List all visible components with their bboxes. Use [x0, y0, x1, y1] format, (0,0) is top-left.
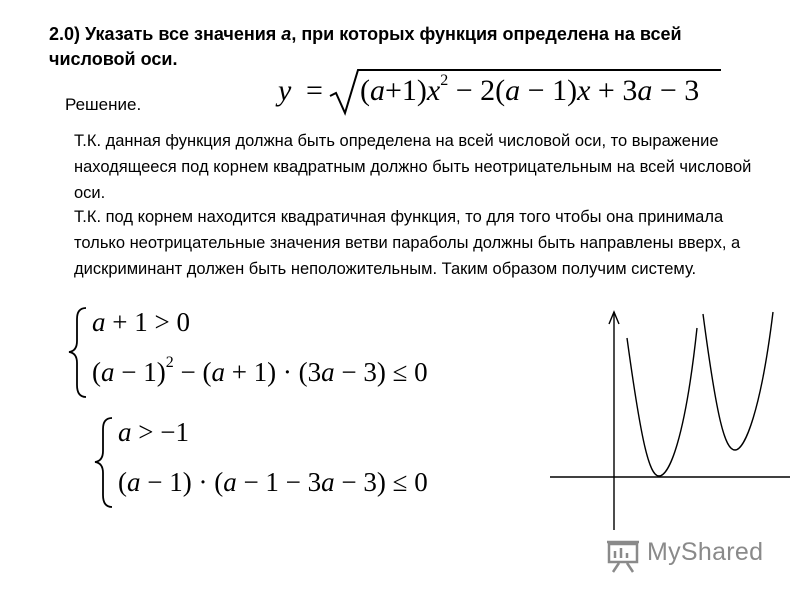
explanation-paragraph-2: Т.К. под корнем находится квадратичная функция, то для того чтобы она принимала только неотрицательные значения ветви параболы должны быть направлены вверх, а дискриминант должен быть неположительным. Таким образом получим систему. [74, 208, 741, 278]
system2-line2: (a − 1) · (a − 1 − 3a − 3) ≤ 0 [118, 467, 428, 497]
problem-title [49, 22, 769, 72]
system-brace-2 [92, 415, 116, 510]
function-formula [278, 66, 718, 116]
title-suffix: , при которых функция определена на всей числовой оси. [49, 24, 682, 69]
presentation-board-icon [605, 536, 645, 574]
system-brace-1 [66, 305, 90, 400]
formula-lhs: y [278, 74, 292, 107]
system2-line1: a > −1 [118, 417, 189, 447]
solution-label: Решение. [65, 95, 142, 114]
title-variable: a [281, 24, 292, 44]
inequality-system-1 [66, 305, 486, 400]
formula-eq: = [306, 74, 323, 107]
explanation-paragraph-1: Т.К. данная функция должна быть определена на всей числовой оси, то выражение находящееся под корнем квадратным должно быть неотрицательным на всей числовой оси. [74, 132, 752, 202]
watermark [605, 536, 775, 576]
parabola-sketch [545, 300, 790, 540]
system1-line1: a + 1 > 0 [92, 307, 190, 337]
title-prefix: 2.0) Указать все значения [49, 24, 282, 44]
inequality-system-2 [92, 415, 472, 510]
system1-line2: $(a - 1)^2 - (a + 1) \cdot (3a - 3) \le 0$ [92, 354, 428, 387]
formula-radicand: $(a+1)x^2 - 2(a - 1)x + 3a - 3$ [360, 72, 700, 107]
parabola-above-axis [703, 312, 773, 450]
parabola-touching-axis [627, 328, 697, 476]
watermark-text: MyShared [647, 538, 764, 566]
